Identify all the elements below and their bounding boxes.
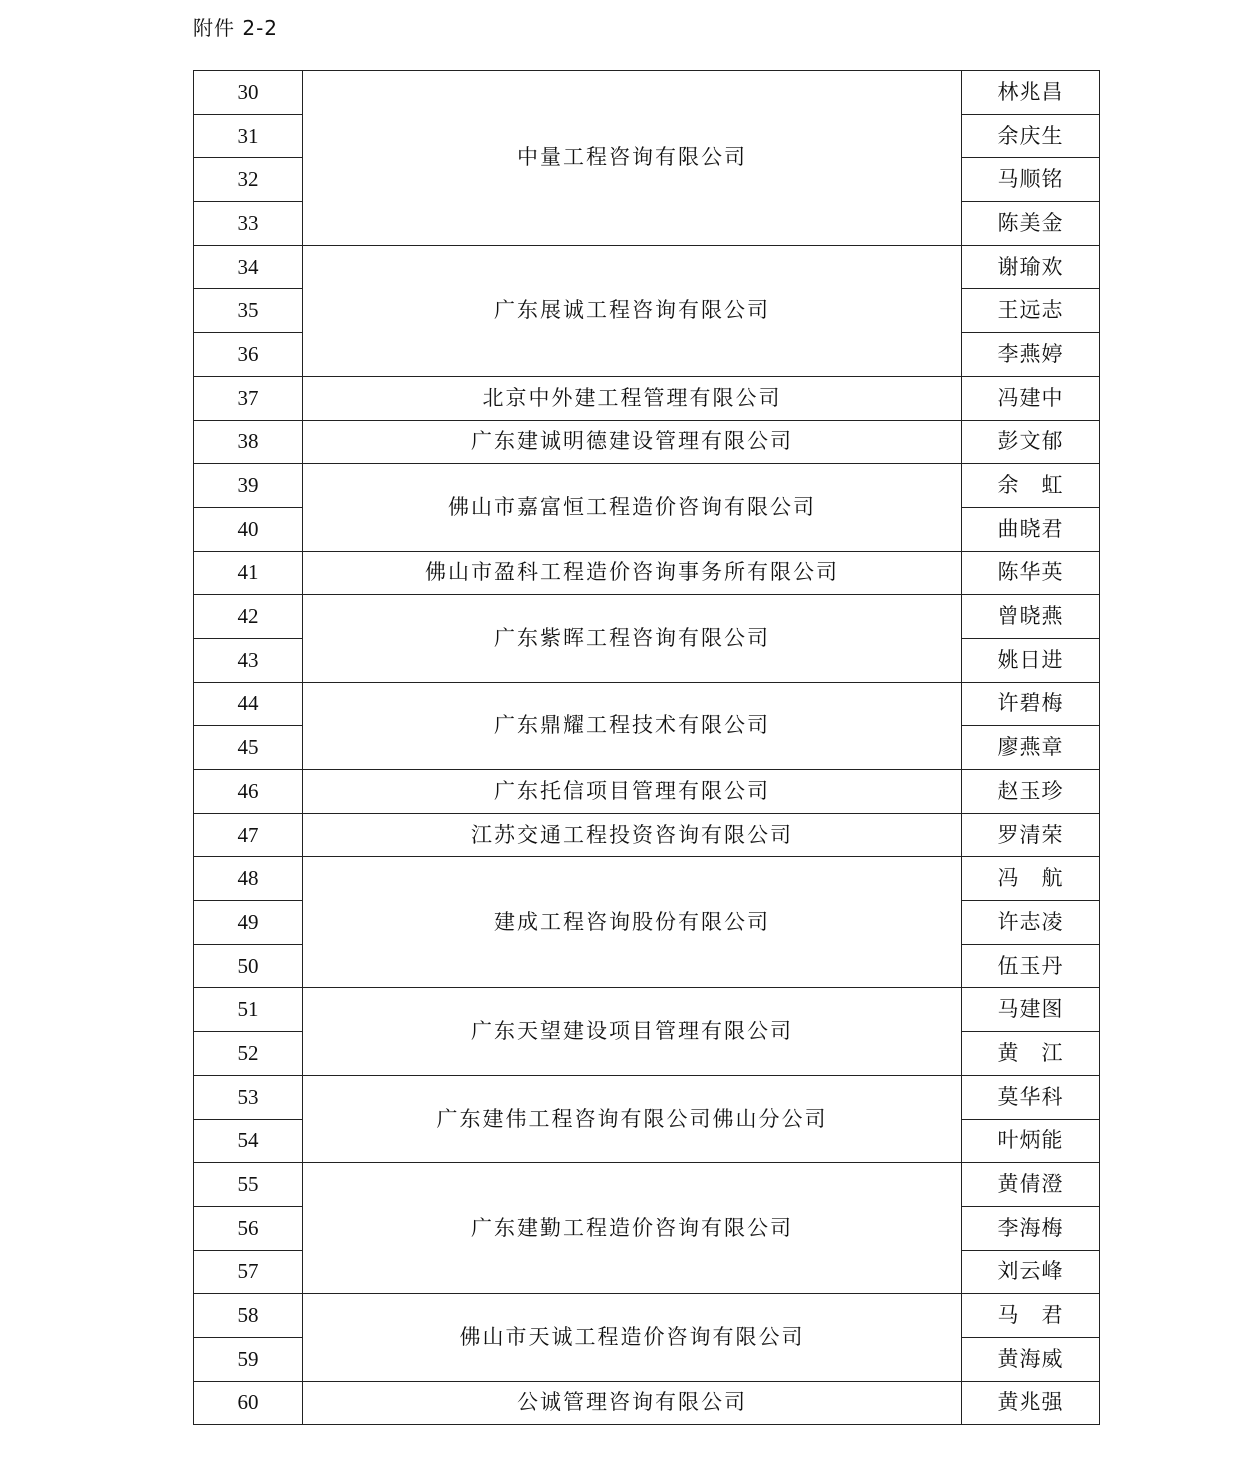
row-number: 45	[194, 726, 303, 770]
row-number: 57	[194, 1250, 303, 1294]
person-name: 姚日进	[962, 638, 1100, 682]
company-name: 广东紫晖工程咨询有限公司	[303, 595, 962, 682]
row-number: 35	[194, 289, 303, 333]
person-name: 莫华科	[962, 1075, 1100, 1119]
person-name: 余 虹	[962, 464, 1100, 508]
table-row	[194, 682, 1100, 726]
row-number: 50	[194, 944, 303, 988]
row-number: 46	[194, 770, 303, 814]
person-name: 王远志	[962, 289, 1100, 333]
person-name: 廖燕章	[962, 726, 1100, 770]
company-name: 广东鼎耀工程技术有限公司	[303, 682, 962, 769]
row-number: 59	[194, 1337, 303, 1381]
row-number: 41	[194, 551, 303, 595]
row-number: 55	[194, 1163, 303, 1207]
table-row	[194, 551, 1100, 595]
table-row	[194, 464, 1100, 508]
person-name: 罗清荣	[962, 813, 1100, 857]
table-row	[194, 770, 1100, 814]
company-name: 广东天望建设项目管理有限公司	[303, 988, 962, 1075]
person-name: 黄 江	[962, 1032, 1100, 1076]
company-name: 广东建勤工程造价咨询有限公司	[303, 1163, 962, 1294]
person-name: 谢瑜欢	[962, 245, 1100, 289]
row-number: 51	[194, 988, 303, 1032]
row-number: 44	[194, 682, 303, 726]
row-number: 49	[194, 901, 303, 945]
row-number: 37	[194, 376, 303, 420]
table-row	[194, 813, 1100, 857]
person-name: 许碧梅	[962, 682, 1100, 726]
company-name: 广东建诚明德建设管理有限公司	[303, 420, 962, 464]
company-name: 中量工程咨询有限公司	[303, 71, 962, 246]
table-row	[194, 376, 1100, 420]
company-name: 江苏交通工程投资咨询有限公司	[303, 813, 962, 857]
person-name: 黄海威	[962, 1337, 1100, 1381]
roster-table	[193, 70, 1100, 1425]
person-name: 叶炳能	[962, 1119, 1100, 1163]
table-row	[194, 1163, 1100, 1207]
table-row	[194, 1294, 1100, 1338]
person-name: 马建图	[962, 988, 1100, 1032]
person-name: 彭文郁	[962, 420, 1100, 464]
row-number: 31	[194, 114, 303, 158]
company-name: 佛山市嘉富恒工程造价咨询有限公司	[303, 464, 962, 551]
person-name: 曾晓燕	[962, 595, 1100, 639]
table-row	[194, 1381, 1100, 1425]
row-number: 60	[194, 1381, 303, 1425]
roster-table-body	[194, 71, 1100, 1425]
table-row	[194, 245, 1100, 289]
row-number: 52	[194, 1032, 303, 1076]
person-name: 陈华英	[962, 551, 1100, 595]
person-name: 陈美金	[962, 202, 1100, 246]
person-name: 黄倩澄	[962, 1163, 1100, 1207]
table-row	[194, 595, 1100, 639]
company-name: 广东展诚工程咨询有限公司	[303, 245, 962, 376]
row-number: 36	[194, 333, 303, 377]
row-number: 56	[194, 1206, 303, 1250]
row-number: 40	[194, 507, 303, 551]
table-row	[194, 857, 1100, 901]
person-name: 曲晓君	[962, 507, 1100, 551]
person-name: 黄兆强	[962, 1381, 1100, 1425]
row-number: 42	[194, 595, 303, 639]
row-number: 32	[194, 158, 303, 202]
person-name: 马顺铭	[962, 158, 1100, 202]
row-number: 47	[194, 813, 303, 857]
row-number: 58	[194, 1294, 303, 1338]
row-number: 33	[194, 202, 303, 246]
row-number: 43	[194, 638, 303, 682]
person-name: 林兆昌	[962, 71, 1100, 115]
person-name: 冯 航	[962, 857, 1100, 901]
table-row	[194, 988, 1100, 1032]
person-name: 许志凌	[962, 901, 1100, 945]
person-name: 李海梅	[962, 1206, 1100, 1250]
company-name: 公诚管理咨询有限公司	[303, 1381, 962, 1425]
company-name: 佛山市天诚工程造价咨询有限公司	[303, 1294, 962, 1381]
row-number: 34	[194, 245, 303, 289]
table-row	[194, 420, 1100, 464]
company-name: 广东托信项目管理有限公司	[303, 770, 962, 814]
person-name: 李燕婷	[962, 333, 1100, 377]
attachment-label: 附件 2-2	[193, 16, 279, 40]
company-name: 建成工程咨询股份有限公司	[303, 857, 962, 988]
person-name: 马 君	[962, 1294, 1100, 1338]
row-number: 53	[194, 1075, 303, 1119]
row-number: 54	[194, 1119, 303, 1163]
row-number: 48	[194, 857, 303, 901]
table-row	[194, 1075, 1100, 1119]
row-number: 39	[194, 464, 303, 508]
person-name: 赵玉珍	[962, 770, 1100, 814]
person-name: 冯建中	[962, 376, 1100, 420]
company-name: 北京中外建工程管理有限公司	[303, 376, 962, 420]
company-name: 佛山市盈科工程造价咨询事务所有限公司	[303, 551, 962, 595]
person-name: 刘云峰	[962, 1250, 1100, 1294]
company-name: 广东建伟工程咨询有限公司佛山分公司	[303, 1075, 962, 1162]
table-row	[194, 71, 1100, 115]
row-number: 38	[194, 420, 303, 464]
person-name: 余庆生	[962, 114, 1100, 158]
person-name: 伍玉丹	[962, 944, 1100, 988]
row-number: 30	[194, 71, 303, 115]
